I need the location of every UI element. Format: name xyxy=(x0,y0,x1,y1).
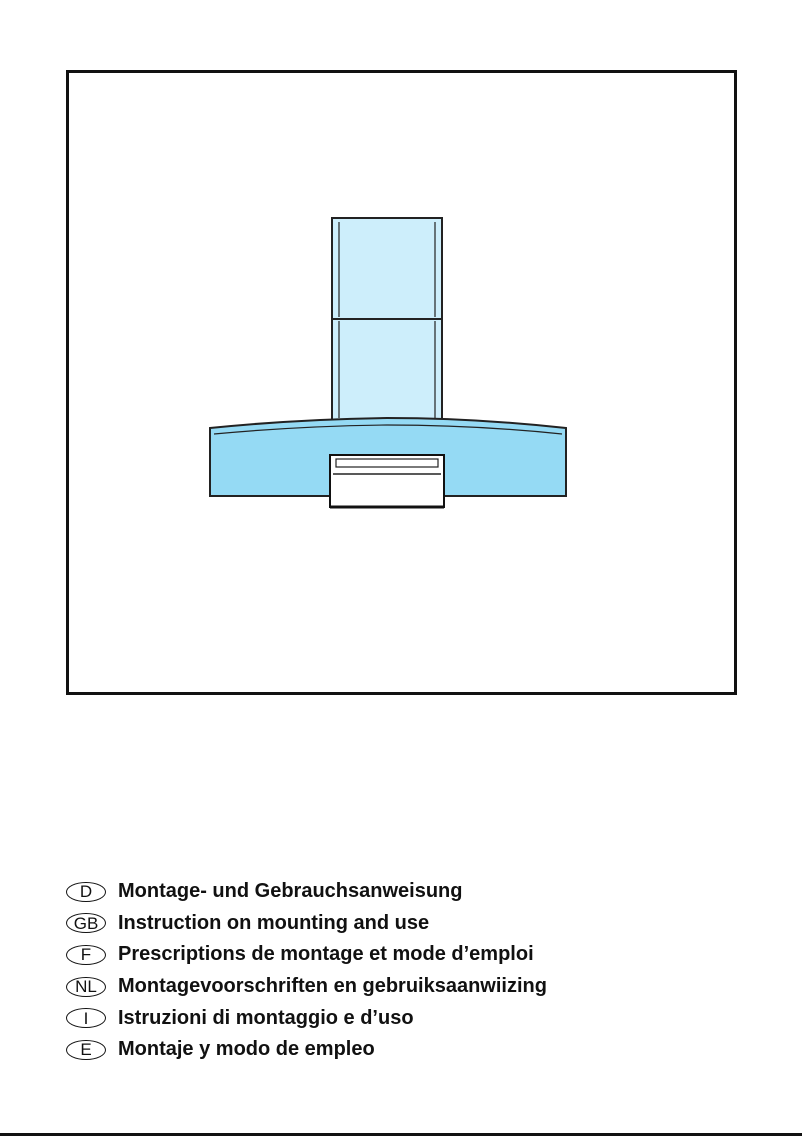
language-code-badge: F xyxy=(66,945,106,965)
chimney-lower-section xyxy=(332,319,442,420)
language-code-badge: I xyxy=(66,1008,106,1028)
language-title: Istruzioni di montaggio e d’uso xyxy=(118,1006,414,1029)
chimney-upper-section xyxy=(332,218,442,319)
language-title: Montage- und Gebrauchsanweisung xyxy=(118,880,463,903)
language-title: Montaje y modo de empleo xyxy=(118,1038,375,1061)
language-title: Instruction on mounting and use xyxy=(118,911,430,934)
language-code-badge: NL xyxy=(66,977,106,997)
language-item-e xyxy=(66,1034,766,1066)
language-item-nl xyxy=(66,971,766,1003)
language-list xyxy=(66,876,766,1066)
language-code-badge: E xyxy=(66,1040,106,1060)
language-code-badge: GB xyxy=(66,913,106,933)
language-item-f xyxy=(66,939,766,971)
language-item-i xyxy=(66,1002,766,1034)
language-title: Prescriptions de montage et mode d’emploi xyxy=(118,943,534,966)
language-item-gb xyxy=(66,908,766,940)
control-module xyxy=(330,455,444,507)
language-title: Montagevoorschriften en gebruiksaanwiizing xyxy=(118,975,547,998)
language-item-d xyxy=(66,876,766,908)
language-code-badge: D xyxy=(66,882,106,902)
